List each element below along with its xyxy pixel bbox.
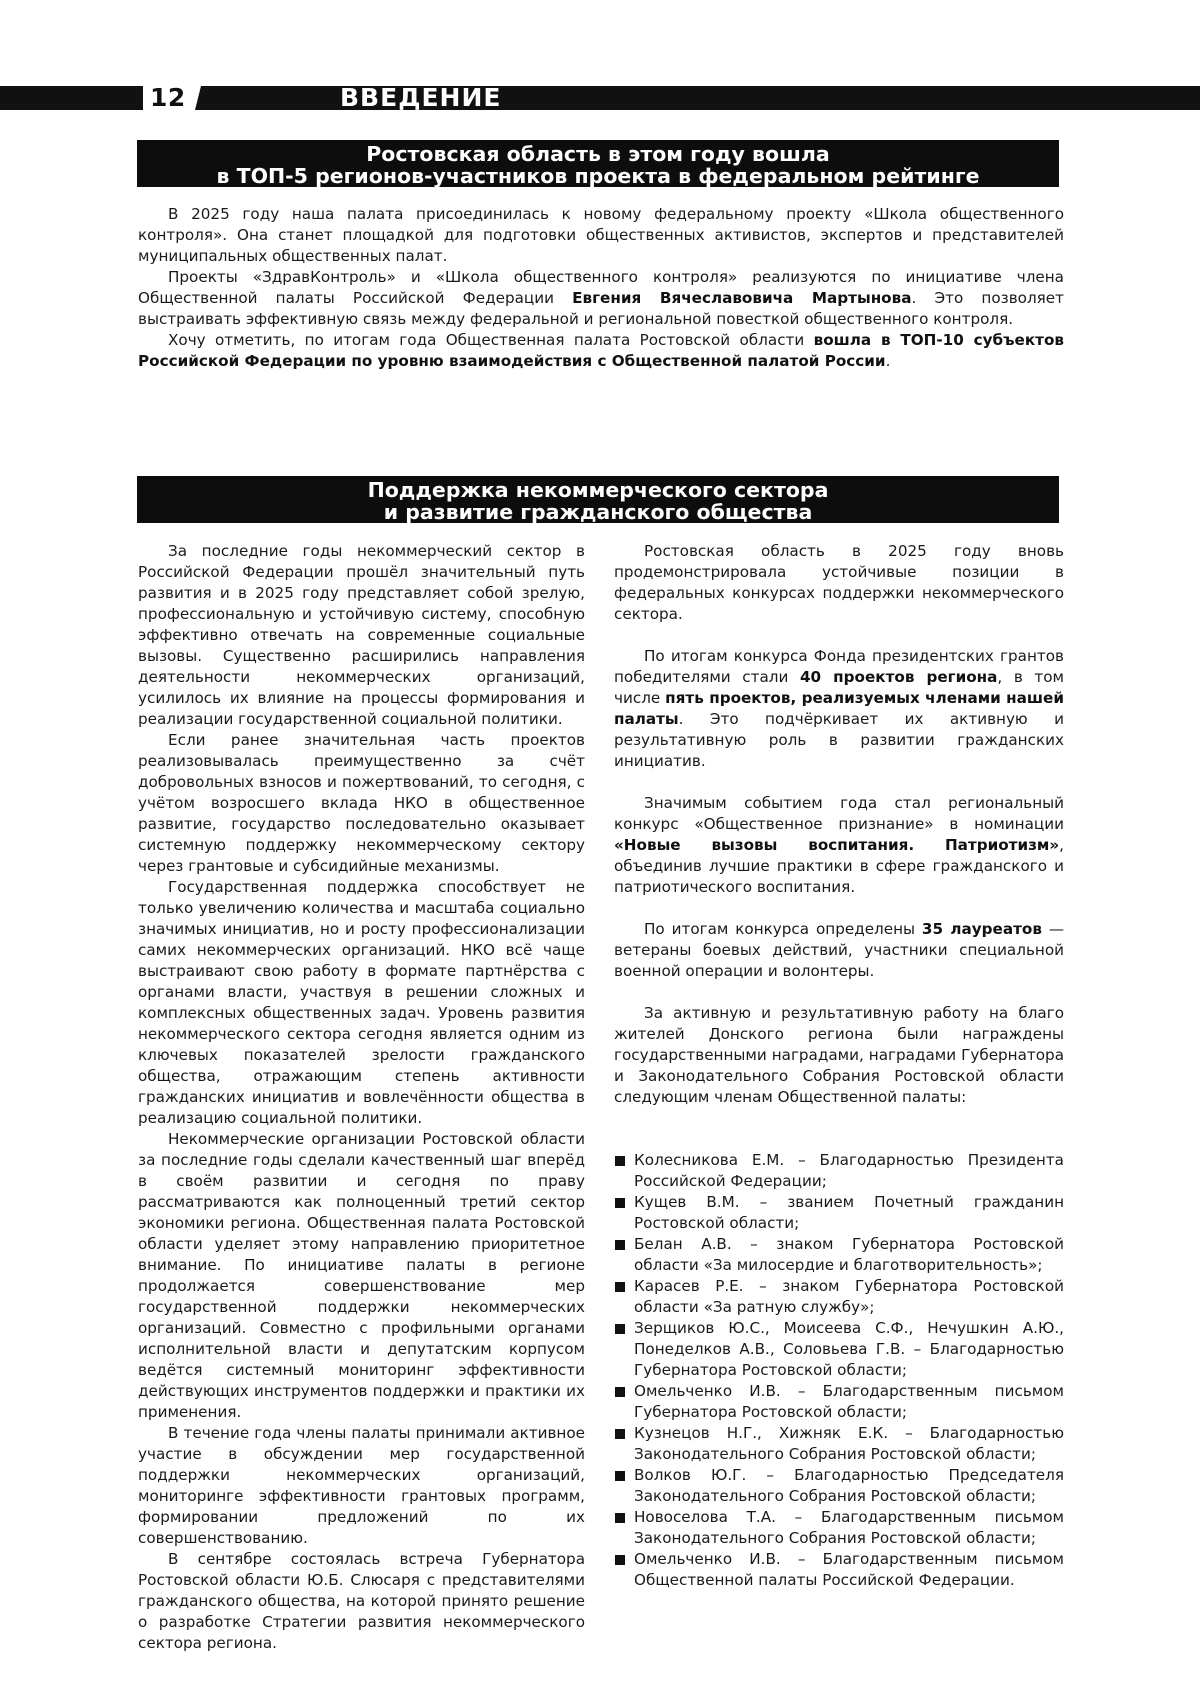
right-paragraph-2 <box>614 646 1064 772</box>
right-paragraph-1: Ростовская область в 2025 году вновь продемонстрировала устойчивые позиции в федеральных конкурсах поддержки некоммерческого сектора. <box>614 542 1064 623</box>
intro-p3-rest: . <box>885 352 891 370</box>
heading-nko-line1: Поддержка некоммерческого сектора <box>367 478 829 502</box>
award-text: Зерщиков Ю.С., Моисеева С.Ф., Нечушкин А.Ю., Понеделков А.В., Соловьева Г.В. – Благодарностью Губернатора Ростовской области; <box>634 1319 1064 1379</box>
award-text: Карасев Р.Е. – знаком Губернатора Ростовской области «За ратную службу»; <box>634 1277 1064 1316</box>
award-text: Колесникова Е.М. – Благодарностью Президента Российской Федерации; <box>634 1151 1064 1190</box>
intro-p2-name: Евгения Вячеславовича Мартынова <box>572 289 912 307</box>
heading-nko-line2: и развитие гражданского общества <box>383 500 813 524</box>
award-text: Омельченко И.В. – Благодарственным письмом Губернатора Ростовской области; <box>634 1382 1064 1421</box>
right-p4-text: По итогам конкурса определены <box>644 920 922 938</box>
list-item <box>614 1192 1064 1234</box>
left-paragraph-4: Некоммерческие организации Ростовской области за последние годы сделали качественный шаг вперёд в своём развитии и сегодня по праву рассматриваются как полноценный третий сектор экономики региона. Общественная палата Ростовской области уделяет этому направлению приоритетное внимание. По инициативе палаты в регионе продолжается совершенствование мер государственной поддержки некоммерческих организаций. Совместно с профильными органами исполнительной власти и депутатским корпусом ведётся системный мониторинг эффективности действующих инструментов поддержки и практики их применения. <box>138 1130 585 1421</box>
right-p2-bold2: пять проектов, реализуемых членами нашей палаты <box>614 689 1064 728</box>
section-title: ВВЕДЕНИЕ <box>340 83 502 112</box>
right-paragraph-5: За активную и результативную работу на благо жителей Донского региона были награждены государственными наградами, наградами Губернатора и Законодательного Собрания Ростовской области следующим членам Общественной палаты: <box>614 1004 1064 1106</box>
square-bullet-icon <box>615 1282 625 1292</box>
square-bullet-icon <box>615 1471 625 1481</box>
intro-p2-text: Проекты «ЗдравКонтроль» и «Школа общественного контроля» реализуются по инициативе члена Общественной палаты Российской Федерации <box>138 268 1064 307</box>
left-paragraph-6: В сентябре состоялась встреча Губернатора Ростовской области Ю.Б. Слюсаря с представителями гражданского общества, на которой принято решение о разработке Стратегии развития некоммерческого сектора региона. <box>138 1550 585 1652</box>
intro-p3-bold: вошла в ТОП-10 субъектов Российской Федерации по уровню взаимодействия с Общественной палатой России <box>138 331 1064 370</box>
award-text: Омельченко И.В. – Благодарственным письмом Общественной палаты Российской Федерации. <box>634 1550 1064 1589</box>
intro-paragraph-1: В 2025 году наша палата присоединилась к новому федеральному проекту «Школа общественного контроля». Она станет площадкой для подготовки общественных активистов, экспертов и представителей муниципальных общественных палат. <box>138 205 1064 265</box>
left-paragraph-1: За последние годы некоммерческий сектор в Российской Федерации прошёл значительный путь развития и в 2025 году представляет собой зрелую, профессиональную и устойчивую систему, способную эффективно отвечать на современные социальные вызовы. Существенно расширились направления деятельности некоммерческих организаций, усилилось их влияние на процессы формирования и реализации государственной социальной политики. <box>138 542 585 728</box>
awards-list <box>614 1150 1064 1591</box>
award-text: Белан А.В. – знаком Губернатора Ростовской области «За милосердие и благотворительность»; <box>634 1235 1064 1274</box>
heading-nko <box>137 476 1059 523</box>
right-p3-rest: , объединив лучшие практики в сфере гражданского и патриотического воспитания. <box>614 836 1064 896</box>
square-bullet-icon <box>615 1324 625 1334</box>
list-item <box>614 1549 1064 1591</box>
heading-top5 <box>137 140 1059 187</box>
intro-text <box>138 204 1064 372</box>
award-text: Кузнецов Н.Г., Хижняк Е.К. – Благодарностью Законодательного Собрания Ростовской области; <box>634 1424 1064 1463</box>
list-item <box>614 1318 1064 1381</box>
list-item <box>614 1150 1064 1192</box>
heading-top5-line2: в ТОП-5 регионов-участников проекта в федеральном рейтинге <box>216 164 980 188</box>
list-item <box>614 1276 1064 1318</box>
right-p4-rest: — ветераны боевых действий, участники специальной военной операции и волонтеры. <box>614 920 1065 980</box>
square-bullet-icon <box>615 1387 625 1397</box>
square-bullet-icon <box>615 1513 625 1523</box>
square-bullet-icon <box>615 1555 625 1565</box>
right-paragraph-4 <box>614 919 1064 982</box>
left-paragraph-2: Если ранее значительная часть проектов реализовывалась преимущественно за счёт добровольных взносов и пожертвований, то сегодня, с учётом возросшего вклада НКО в общественное развитие, государство последовательно оказывает системную поддержку некоммерческому сектору через грантовые и субсидийные механизмы. <box>138 731 585 875</box>
intro-p2-rest: . Это позволяет выстраивать эффективную связь между федеральной и региональной повесткой общественного контроля. <box>138 289 1064 328</box>
award-text: Кущев В.М. – званием Почетный гражданин Ростовской области; <box>634 1193 1064 1232</box>
left-paragraph-5: В течение года члены палаты принимали активное участие в обсуждении мер государственной поддержки некоммерческих организаций, мониторинге эффективности грантовых программ, формировании предложений по их совершенствованию. <box>138 1424 585 1547</box>
right-p2-bold1: 40 проектов региона <box>799 668 998 686</box>
list-item <box>614 1507 1064 1549</box>
page-number: 12 <box>150 83 186 112</box>
intro-paragraph-3 <box>138 330 1064 372</box>
left-paragraph-3: Государственная поддержка способствует не только увеличению количества и масштаба социально значимых инициатив, но и росту профессионализации самих некоммерческих организаций. НКО всё чаще выстраивают свою работу в формате партнёрства с органами власти, участвуя в решении сложных и комплексных общественных задач. Уровень развития некоммерческого сектора сегодня является одним из ключевых показателей зрелости гражданского общества, отражающим степень активности гражданских инициатив и вовлечённости общества в реализацию социальной политики. <box>138 878 585 1127</box>
square-bullet-icon <box>615 1156 625 1166</box>
intro-p3-text: Хочу отметить, по итогам года Общественная палата Ростовской области <box>168 331 814 349</box>
heading-top5-line1: Ростовская область в этом году вошла <box>366 142 830 166</box>
right-p3-text: Значимым событием года стал региональный конкурс «Общественное признание» в номинации <box>614 794 1064 833</box>
right-paragraph-3 <box>614 793 1064 898</box>
right-p2-rest: . Это подчёркивает их активную и результативную роль в развитии гражданских инициатив. <box>614 710 1064 770</box>
list-item <box>614 1381 1064 1423</box>
header-bar-left <box>0 86 143 110</box>
right-p2-text: По итогам конкурса Фонда президентских грантов победителями стали <box>614 647 1064 686</box>
square-bullet-icon <box>615 1429 625 1439</box>
right-p2-mid: , в том числе <box>614 668 1065 707</box>
right-p3-bold: «Новые вызовы воспитания. Патриотизм» <box>614 836 1060 854</box>
right-p4-bold: 35 лауреатов <box>921 920 1042 938</box>
running-header <box>0 83 1200 112</box>
list-item <box>614 1234 1064 1276</box>
intro-paragraph-2 <box>138 267 1064 330</box>
list-item <box>614 1465 1064 1507</box>
right-column <box>614 541 1064 1591</box>
award-text: Новоселова Т.А. – Благодарственным письмом Законодательного Собрания Ростовской области; <box>634 1508 1064 1547</box>
award-text: Волков Ю.Г. – Благодарностью Председателя Законодательного Собрания Ростовской области; <box>634 1466 1064 1505</box>
square-bullet-icon <box>615 1240 625 1250</box>
square-bullet-icon <box>615 1198 625 1208</box>
left-column <box>138 541 585 1654</box>
list-item <box>614 1423 1064 1465</box>
